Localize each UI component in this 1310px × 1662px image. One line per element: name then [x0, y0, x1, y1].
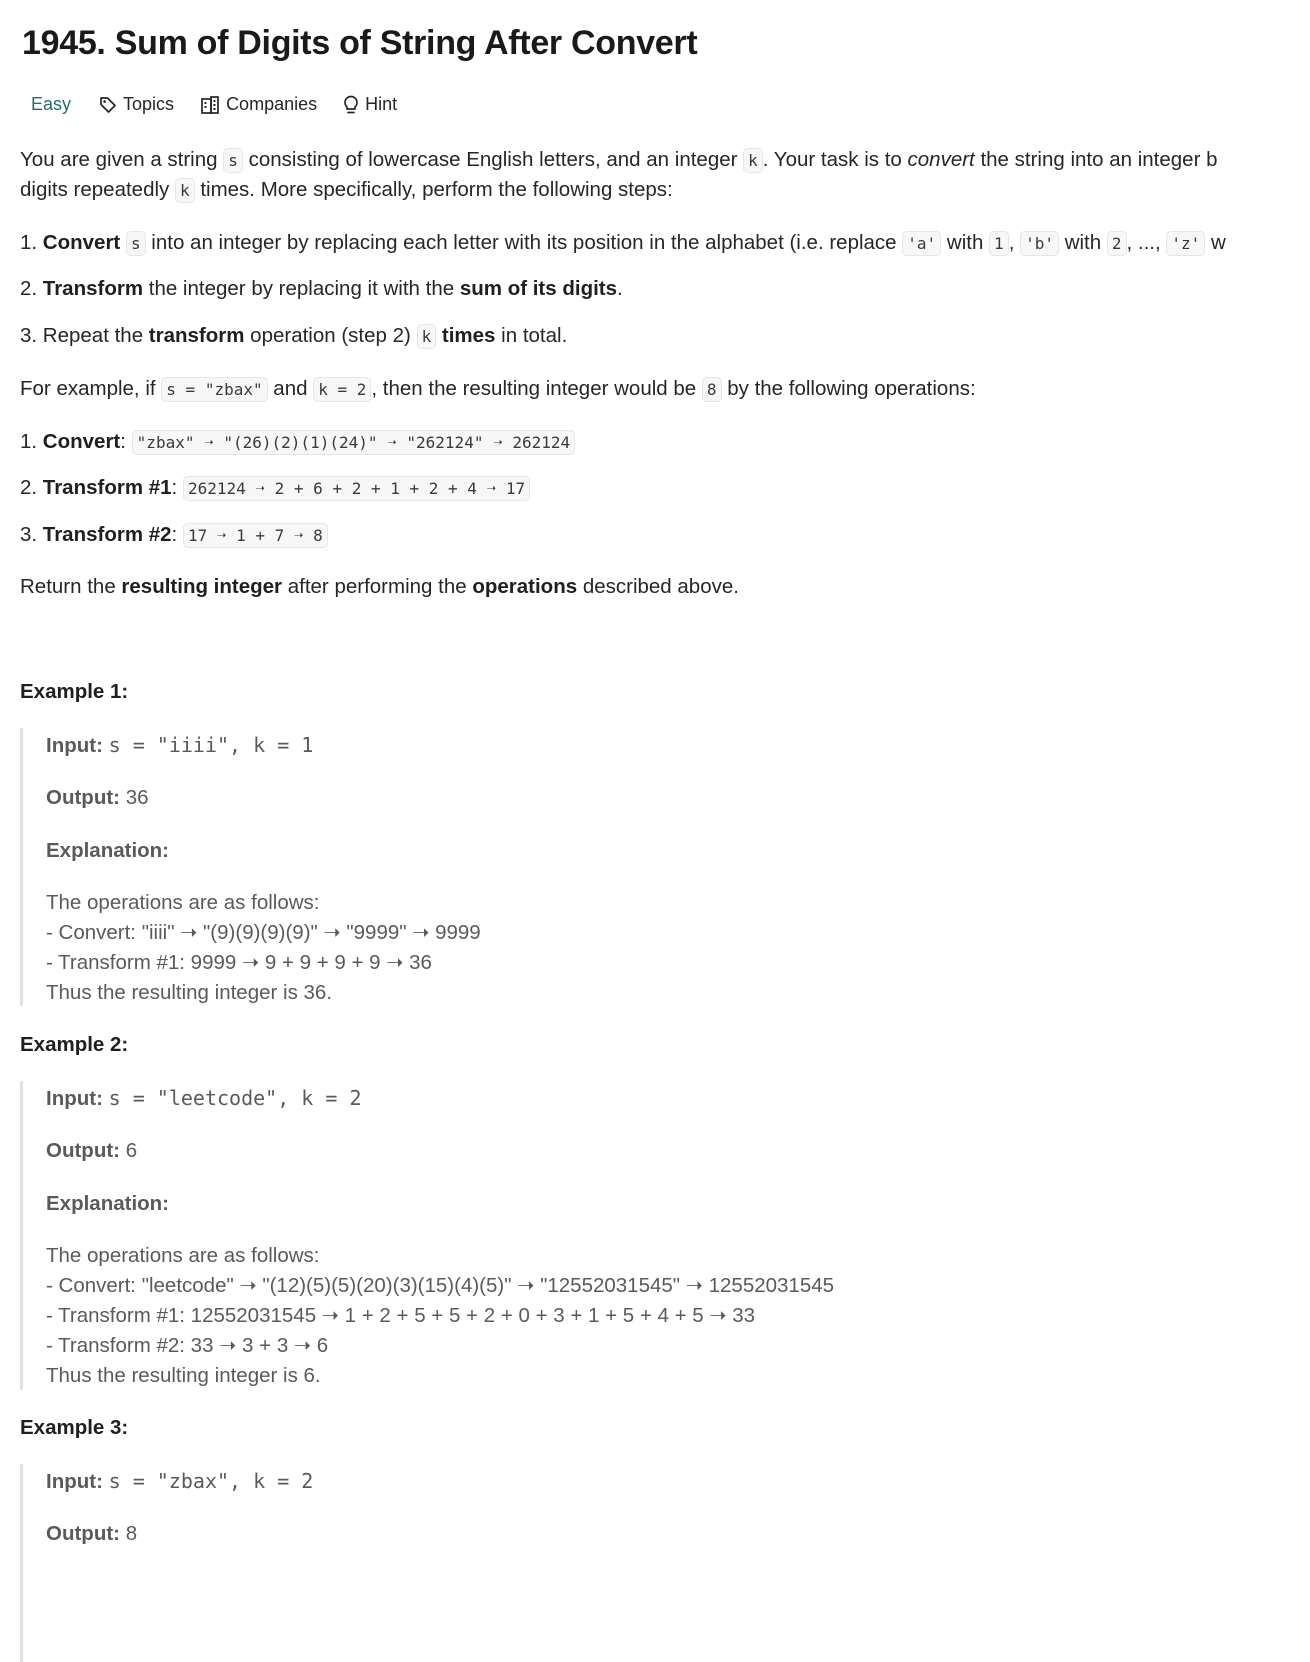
desc-text: . Your task is to — [762, 148, 908, 171]
input-value: s = "zbax", k = 2 — [108, 1469, 314, 1493]
inline-code-k: k — [743, 148, 763, 173]
op-code: "zbax" ➝ "(26)(2)(1)(24)" ➝ "262124" ➝ 262124 — [132, 430, 575, 455]
example-1-explanation: The operations are as follows: - Convert: "iiii" ➝ "(9)(9)(9)(9)" ➝ "9999" ➝ 9999 - Transform #1: 9999 ➝ 9 + 9 + 9 + 9 ➝ 36 Thus the resulting integer is 36. — [46, 891, 481, 1004]
inline-code: 8 — [702, 377, 722, 402]
explanation-label: Explanation: — [46, 839, 170, 862]
step-text: into an integer by replacing each letter with its position in the alphabet (i.e. replace — [145, 231, 903, 254]
op-number: 2. — [20, 476, 43, 499]
output-label: Output: — [46, 1522, 120, 1545]
inline-code-k: k — [175, 178, 195, 203]
inline-code: k — [417, 324, 437, 349]
input-value: s = "iiii", k = 1 — [108, 733, 314, 757]
step-number: 1. — [20, 231, 43, 254]
output-value: 8 — [125, 1522, 138, 1545]
output-value: 36 — [125, 786, 149, 809]
desc-text: the string into an integer b — [974, 148, 1218, 171]
inline-code: s = "zbax" — [161, 377, 267, 402]
inline-code: k = 2 — [313, 377, 371, 402]
hint-label: Hint — [365, 94, 398, 114]
step-text: operation (step 2) — [244, 324, 417, 347]
example-1-input — [46, 733, 313, 758]
op-label: Transform #2 — [42, 523, 172, 546]
building-icon — [200, 95, 220, 115]
problem-tags-bar — [22, 94, 423, 115]
desc-text: You are given a string — [20, 148, 224, 171]
inline-code: 1 — [989, 231, 1009, 256]
output-label: Output: — [46, 1139, 120, 1162]
input-label: Input: — [46, 1087, 103, 1110]
example-1-heading: Example 1: — [20, 680, 129, 703]
intro-text: , then the resulting integer would be — [371, 377, 702, 400]
step-text: 3. Repeat the — [20, 324, 149, 347]
explanation-label: Explanation: — [46, 1192, 170, 1215]
step-2 — [20, 274, 623, 304]
example-3-input — [46, 1469, 313, 1494]
example-3-blockquote-bar — [20, 1464, 23, 1662]
step-bold: times — [441, 324, 496, 347]
op-label: Transform #1 — [42, 476, 172, 499]
step-number: 2. — [20, 277, 43, 300]
inline-code: s — [126, 231, 146, 256]
inline-code-s: s — [223, 148, 243, 173]
desc-text: times. More specifically, perform the following steps: — [194, 178, 673, 201]
op-colon: : — [171, 476, 183, 499]
return-statement — [20, 572, 739, 602]
step-3 — [20, 321, 567, 352]
difficulty-badge[interactable]: Easy — [31, 94, 72, 114]
example-2-explanation-label — [46, 1192, 169, 1216]
example-intro — [20, 374, 976, 405]
problem-title: 1945. Sum of Digits of String After Convert — [22, 24, 698, 62]
example-1-output — [46, 786, 149, 810]
op-colon: : — [120, 430, 132, 453]
desc-text: consisting of lowercase English letters, and an integer — [242, 148, 744, 171]
companies-button[interactable] — [200, 94, 317, 115]
operation-3 — [20, 520, 328, 551]
companies-label: Companies — [226, 94, 318, 114]
example-3-heading: Example 3: — [20, 1416, 129, 1439]
example-2-explanation: The operations are as follows: - Convert: "leetcode" ➝ "(12)(5)(5)(20)(3)(15)(4)(5)" ➝ "12552031545" ➝ 12552031545 - Transform #1: 12552031545 ➝ 1 + 2 + 5 + 5 + 2 + 0 + 3 + 1 + 5 + 4 + 5 ➝ 33 - Transform #2: 33 ➝ 3 + 3 ➝ 6 Thus the resulting integer is 6. — [46, 1244, 835, 1387]
example-2-input — [46, 1086, 362, 1111]
return-text: described above. — [577, 575, 739, 598]
intro-text: and — [267, 377, 314, 400]
inline-code: 'z' — [1166, 231, 1205, 256]
step-1 — [20, 228, 1226, 259]
inline-code: 2 — [1107, 231, 1127, 256]
topics-label: Topics — [123, 94, 175, 114]
example-3-output — [46, 1522, 137, 1546]
step-text: w — [1205, 231, 1226, 254]
op-code: 262124 ➝ 2 + 6 + 2 + 1 + 2 + 4 ➝ 17 — [183, 476, 530, 501]
step-bold: sum of its digits — [459, 277, 618, 300]
example-2-output — [46, 1139, 137, 1163]
operation-2 — [20, 473, 530, 504]
intro-text: by the following operations: — [721, 377, 976, 400]
operation-1 — [20, 427, 575, 458]
inline-code: 'b' — [1020, 231, 1059, 256]
example-2-heading: Example 2: — [20, 1033, 129, 1056]
return-text: Return the — [20, 575, 122, 598]
step-bold: transform — [148, 324, 245, 347]
step-text: with — [1059, 231, 1107, 254]
op-number: 1. — [20, 430, 43, 453]
step-text: in total. — [495, 324, 568, 347]
input-value: s = "leetcode", k = 2 — [108, 1086, 362, 1110]
output-label: Output: — [46, 786, 120, 809]
hint-button[interactable] — [343, 94, 397, 115]
step-text: , — [1008, 231, 1021, 254]
intro-text: For example, if — [20, 377, 162, 400]
description-line-2 — [20, 175, 673, 206]
tag-icon — [99, 96, 117, 114]
step-text: the integer by replacing it with the — [143, 277, 460, 300]
return-bold: operations — [472, 575, 578, 598]
description-line-1 — [20, 145, 1218, 176]
input-label: Input: — [46, 734, 103, 757]
step-text: , ..., — [1126, 231, 1167, 254]
return-text: after performing the — [282, 575, 473, 598]
lightbulb-icon — [343, 95, 359, 115]
op-code: 17 ➝ 1 + 7 ➝ 8 — [183, 523, 328, 548]
step-text: with — [941, 231, 990, 254]
op-number: 3. — [20, 523, 43, 546]
step-bold: Transform — [42, 277, 144, 300]
input-label: Input: — [46, 1470, 103, 1493]
op-label: Convert — [42, 430, 121, 453]
desc-italic-convert: convert — [907, 148, 975, 171]
topics-button[interactable] — [99, 94, 174, 115]
return-bold: resulting integer — [121, 575, 283, 598]
output-value: 6 — [125, 1139, 138, 1162]
op-colon: : — [171, 523, 183, 546]
inline-code: 'a' — [902, 231, 941, 256]
desc-text: digits repeatedly — [20, 178, 175, 201]
step-bold: Convert — [42, 231, 121, 254]
example-1-explanation-label — [46, 839, 169, 863]
step-text: . — [617, 277, 623, 300]
example-1-blockquote-bar — [20, 728, 23, 1006]
example-2-blockquote-bar — [20, 1081, 23, 1390]
